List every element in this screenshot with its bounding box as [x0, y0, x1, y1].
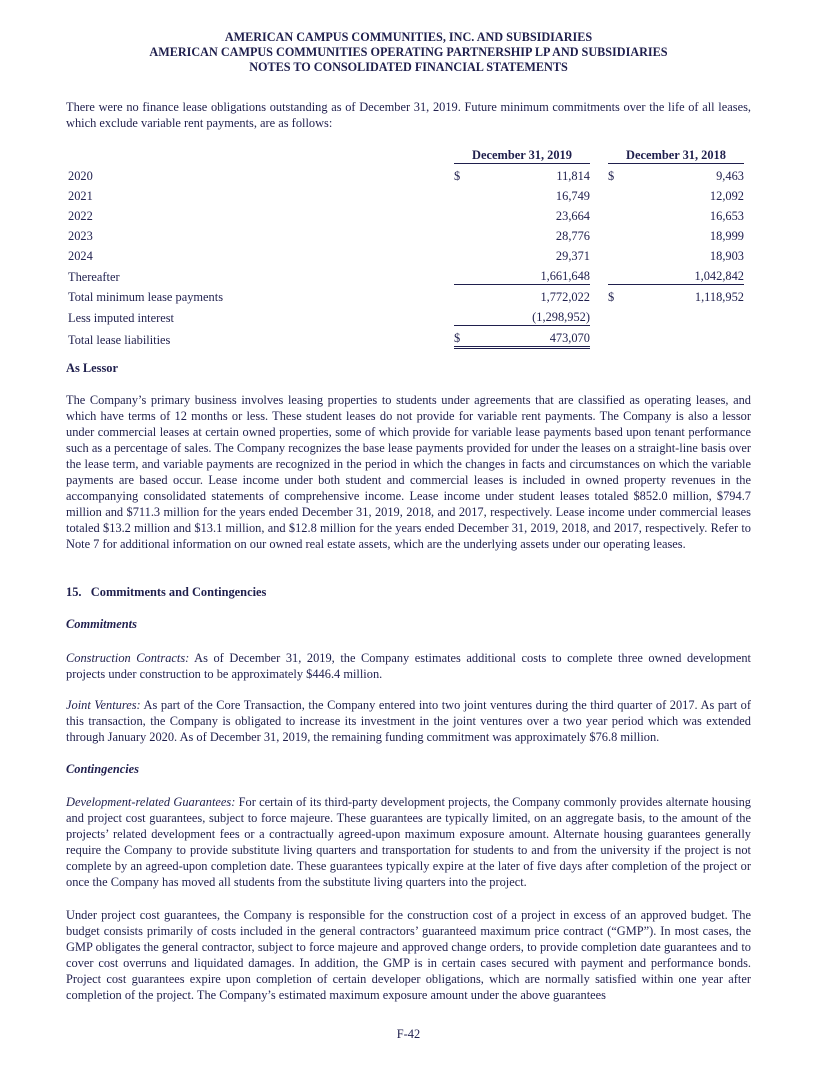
- joint-ventures-text: As part of the Core Transaction, the Company entered into two joint ventures during the third quarter of 2017. As part of this transaction, the Company is obligated to increase its investment in the joint ventures over a two year period which was extended through January 2020. As of December 31, 2019, the remaining funding commitment was approximately $76.8 million.: [66, 698, 751, 744]
- table-row: [66, 204, 744, 224]
- value-2019: 1,772,022: [540, 290, 590, 304]
- row-label: Total lease liabilities: [68, 332, 171, 347]
- table-row: [66, 285, 744, 306]
- value-2019: 23,664: [555, 209, 590, 223]
- table-row: [66, 184, 744, 204]
- construction-contracts-paragraph: [66, 650, 751, 682]
- value-2018: 12,092: [709, 189, 744, 203]
- row-label: 2021: [68, 189, 93, 203]
- construction-contracts-label: Construction Contracts:: [66, 651, 190, 665]
- table-row: [66, 326, 744, 348]
- value-2018: 18,903: [709, 249, 744, 263]
- table-row: [66, 224, 744, 244]
- currency-symbol: $: [454, 326, 472, 348]
- construction-contracts-text: As of December 31, 2019, the Company estimates additional costs to complete three owned development projects under construction to be approximately $446.4 million.: [66, 651, 751, 681]
- currency-symbol: $: [454, 169, 461, 183]
- row-label: 2024: [68, 249, 93, 263]
- value-2018: 9,463: [716, 169, 744, 183]
- table-row: [66, 164, 744, 185]
- table-header-row: [66, 143, 744, 164]
- column-header-2018: December 31, 2018: [608, 143, 744, 164]
- value-2018: 16,653: [709, 209, 744, 223]
- section-title: Commitments and Contingencies: [90, 585, 267, 599]
- value-2019: 11,814: [556, 169, 590, 183]
- currency-symbol: $: [608, 290, 615, 304]
- value-2019: 29,371: [555, 249, 590, 263]
- header-notes-title: NOTES TO CONSOLIDATED FINANCIAL STATEMENTS: [249, 60, 568, 74]
- value-2019: 1,661,648: [472, 264, 590, 285]
- lessor-paragraph: The Company’s primary business involves leasing properties to students under agreements that are classified as operating leases, and which have terms of 12 months or less. These student leases do not provide for variable rent payments. The Company is also a lessor under commercial leases at certain owned properties, some of which provide for variable lease payments based upon tenant performance such as a percentage of sales. The Company recognizes the base lease payments provided for under the leases on a straight-line basis over the lease term, and variable payments are recognized in the period in which the changes in facts and circumstances on which the variable payments are based occur. Lease income under both student and commercial leases is included in owned property revenues in the accompanying consolidated statements of comprehensive income. Lease income under student leases totaled $852.0 million, $794.7 million and $711.3 million for the years ended December 31, 2019, 2018, and 2017, respectively. Lease income under commercial leases totaled $13.2 million and $13.1 million, and $12.8 million for the years ended December 31, 2019, 2018, and 2017, respectively. Refer to Note 7 for additional information on our owned real estate assets, which are the underlying assets under our operating leases.: [66, 393, 751, 551]
- value-2018: 18,999: [709, 229, 744, 243]
- as-lessor-heading: As Lessor: [66, 361, 118, 375]
- joint-ventures-paragraph: [66, 697, 751, 745]
- row-label: 2023: [68, 229, 93, 243]
- contingencies-heading: Contingencies: [66, 762, 139, 776]
- intro-paragraph: There were no finance lease obligations outstanding as of December 31, 2019. Future minimum commitments over the life of all leases, which exclude variable rent payments, are as follows:: [66, 100, 751, 130]
- table-row: [66, 305, 744, 326]
- section-heading: [66, 585, 266, 600]
- value-2019: (1,298,952): [472, 305, 590, 326]
- value-2019: 28,776: [555, 229, 590, 243]
- value-2019: 16,749: [555, 189, 590, 203]
- section-number: 15.: [66, 585, 82, 599]
- development-guarantees-text: For certain of its third-party development projects, the Company commonly provides alternate housing and project cost guarantees, subject to force majeure. These guarantees are typically limited, on an aggregate basis, to the amount of the projects’ related development fees or a contractually agreed-upon maximum exposure amount. Alternate housing guarantees generally require the Company to provide substitute living quarters and transportation for students to and from the university if the project is not complete by an agreed-upon completion date. These guarantees typically expire at the later of five days after completion of the project or once the Company has moved all students from the substitute living quarters into the project.: [66, 795, 751, 889]
- value-2018: 1,042,842: [626, 264, 744, 285]
- table-row: [66, 244, 744, 264]
- row-label: Less imputed interest: [68, 310, 174, 325]
- commitments-heading: Commitments: [66, 617, 137, 631]
- project-cost-guarantees-paragraph: Under project cost guarantees, the Company is responsible for the construction cost of a project in excess of an approved budget. The budget consists primarily of costs included in the general contractors’ guaranteed maximum price contract (“GMP”). In most cases, the GMP obligates the general contractor, subject to force majeure and approved change orders, to provide completion date guarantees and to cover cost overruns and liquidated damages. In addition, the GMP is in certain cases secured with payment and performance bonds. Project cost guarantees expire upon completion of certain developer obligations, which are normally satisfied within one year after completion of the project. The Company’s estimated maximum exposure amount under the above guarantees: [66, 908, 751, 1002]
- table-row: [66, 264, 744, 285]
- value-2018: 1,118,952: [694, 290, 744, 304]
- row-label: 2020: [68, 169, 93, 183]
- column-header-2019: December 31, 2019: [454, 143, 590, 164]
- page-header: [0, 30, 817, 75]
- row-label: Thereafter: [68, 269, 120, 284]
- value-2019: 473,070: [472, 326, 590, 348]
- development-guarantees-paragraph: [66, 794, 751, 890]
- currency-symbol: $: [608, 169, 615, 183]
- row-label: Total minimum lease payments: [68, 290, 224, 304]
- row-label: 2022: [68, 209, 93, 223]
- joint-ventures-label: Joint Ventures:: [66, 698, 141, 712]
- lease-commitments-table: [66, 143, 744, 349]
- page-number: F-42: [396, 1027, 421, 1041]
- header-company: AMERICAN CAMPUS COMMUNITIES, INC. AND SUBSIDIARIES: [224, 30, 593, 44]
- development-guarantees-label: Development-related Guarantees:: [66, 795, 236, 809]
- header-partnership: AMERICAN CAMPUS COMMUNITIES OPERATING PARTNERSHIP LP AND SUBSIDIARIES: [149, 45, 668, 59]
